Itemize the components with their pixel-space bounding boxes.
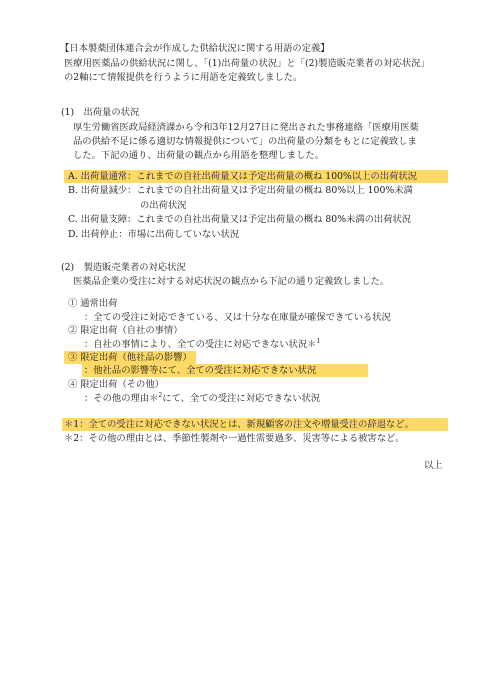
section1-body-line-3: した。下記の通り、出荷量の観点から用語を整理しました。: [73, 150, 325, 161]
section1-heading: (1) 出荷量の状況: [61, 107, 140, 118]
footnote-ref-2: 2: [158, 392, 163, 399]
list-item-b: B. 出荷量減少：これまでの自社出荷量又は予定出荷量の概ね 80%以上 100%未満: [68, 185, 413, 196]
list-item-4-desc: [84, 392, 320, 406]
list-item-2-label: ② 限定出荷（自社の事情）: [68, 325, 183, 336]
footnote-ref-1: 1: [316, 338, 321, 345]
section1-body-line-1: 厚生労働省医政局経済課から令和3年12月27日に発出された事務連絡「医療用医薬: [73, 122, 419, 133]
list-item-4-desc-pre: ：その他の理由＊: [84, 393, 159, 404]
list-item-1-desc: ：全ての受注に対応できている、又は十分な在庫量が確保できている状況: [84, 312, 391, 323]
list-item-4-label: ④ 限定出荷（その他）: [68, 379, 164, 390]
intro-line-2: の2軸にて情報提供を行うように用語を定義致しました。: [64, 72, 303, 83]
note-1: ＊1：全ての受注に対応できない状況とは、新規顧客の注文や増量受注の辞退など。: [64, 419, 414, 430]
list-item-c: C. 出荷量支障：これまでの自社出荷量又は予定出荷量の概ね 80%未満の出荷状況: [68, 214, 412, 225]
list-item-d: D. 出荷停止：市場に出荷していない状況: [68, 229, 240, 240]
section2-body: 医薬品企業の受注に対する対応状況の観点から下記の通り定義致しました。: [73, 276, 390, 287]
list-item-3-desc: ：他社品の影響等にて、全ての受注に対応できない状況: [84, 365, 317, 376]
list-item-2-desc-text: ：自社の事情により、全ての受注に対応できない状況＊: [84, 339, 317, 350]
list-item-4-desc-post: にて、全ての受注に対応できない状況: [162, 393, 321, 404]
section1-body-line-2: 品の供給不足に係る適切な情報提供について」の出荷量の分類をもとに定義致しま: [73, 136, 417, 147]
closing-mark: 以上: [424, 460, 443, 471]
intro-line-1: 医療用医薬品の供給状況に関し、「(1)出荷量の状況」と「(2)製造販売業者の対応状況」: [64, 58, 430, 69]
list-item-a: A. 出荷量通常：これまでの自社出荷量又は予定出荷量の概ね 100%以上の出荷状況: [68, 171, 417, 182]
document-title: 【日本製薬団体連合会が作成した供給状況に関する用語の定義】: [60, 43, 330, 54]
note-2: ＊2：その他の理由とは、季節性製剤や一過性需要過多、災害等による被害など。: [64, 433, 405, 444]
list-item-2-desc: [84, 338, 320, 352]
list-item-1-label: ① 通常出荷: [68, 298, 118, 309]
section2-heading: (2) 製造販売業者の対応状況: [61, 262, 186, 273]
list-item-b-continued: の出荷状況: [140, 200, 187, 211]
list-item-3-label: ③ 限定出荷（他社品の影響）: [68, 352, 192, 363]
